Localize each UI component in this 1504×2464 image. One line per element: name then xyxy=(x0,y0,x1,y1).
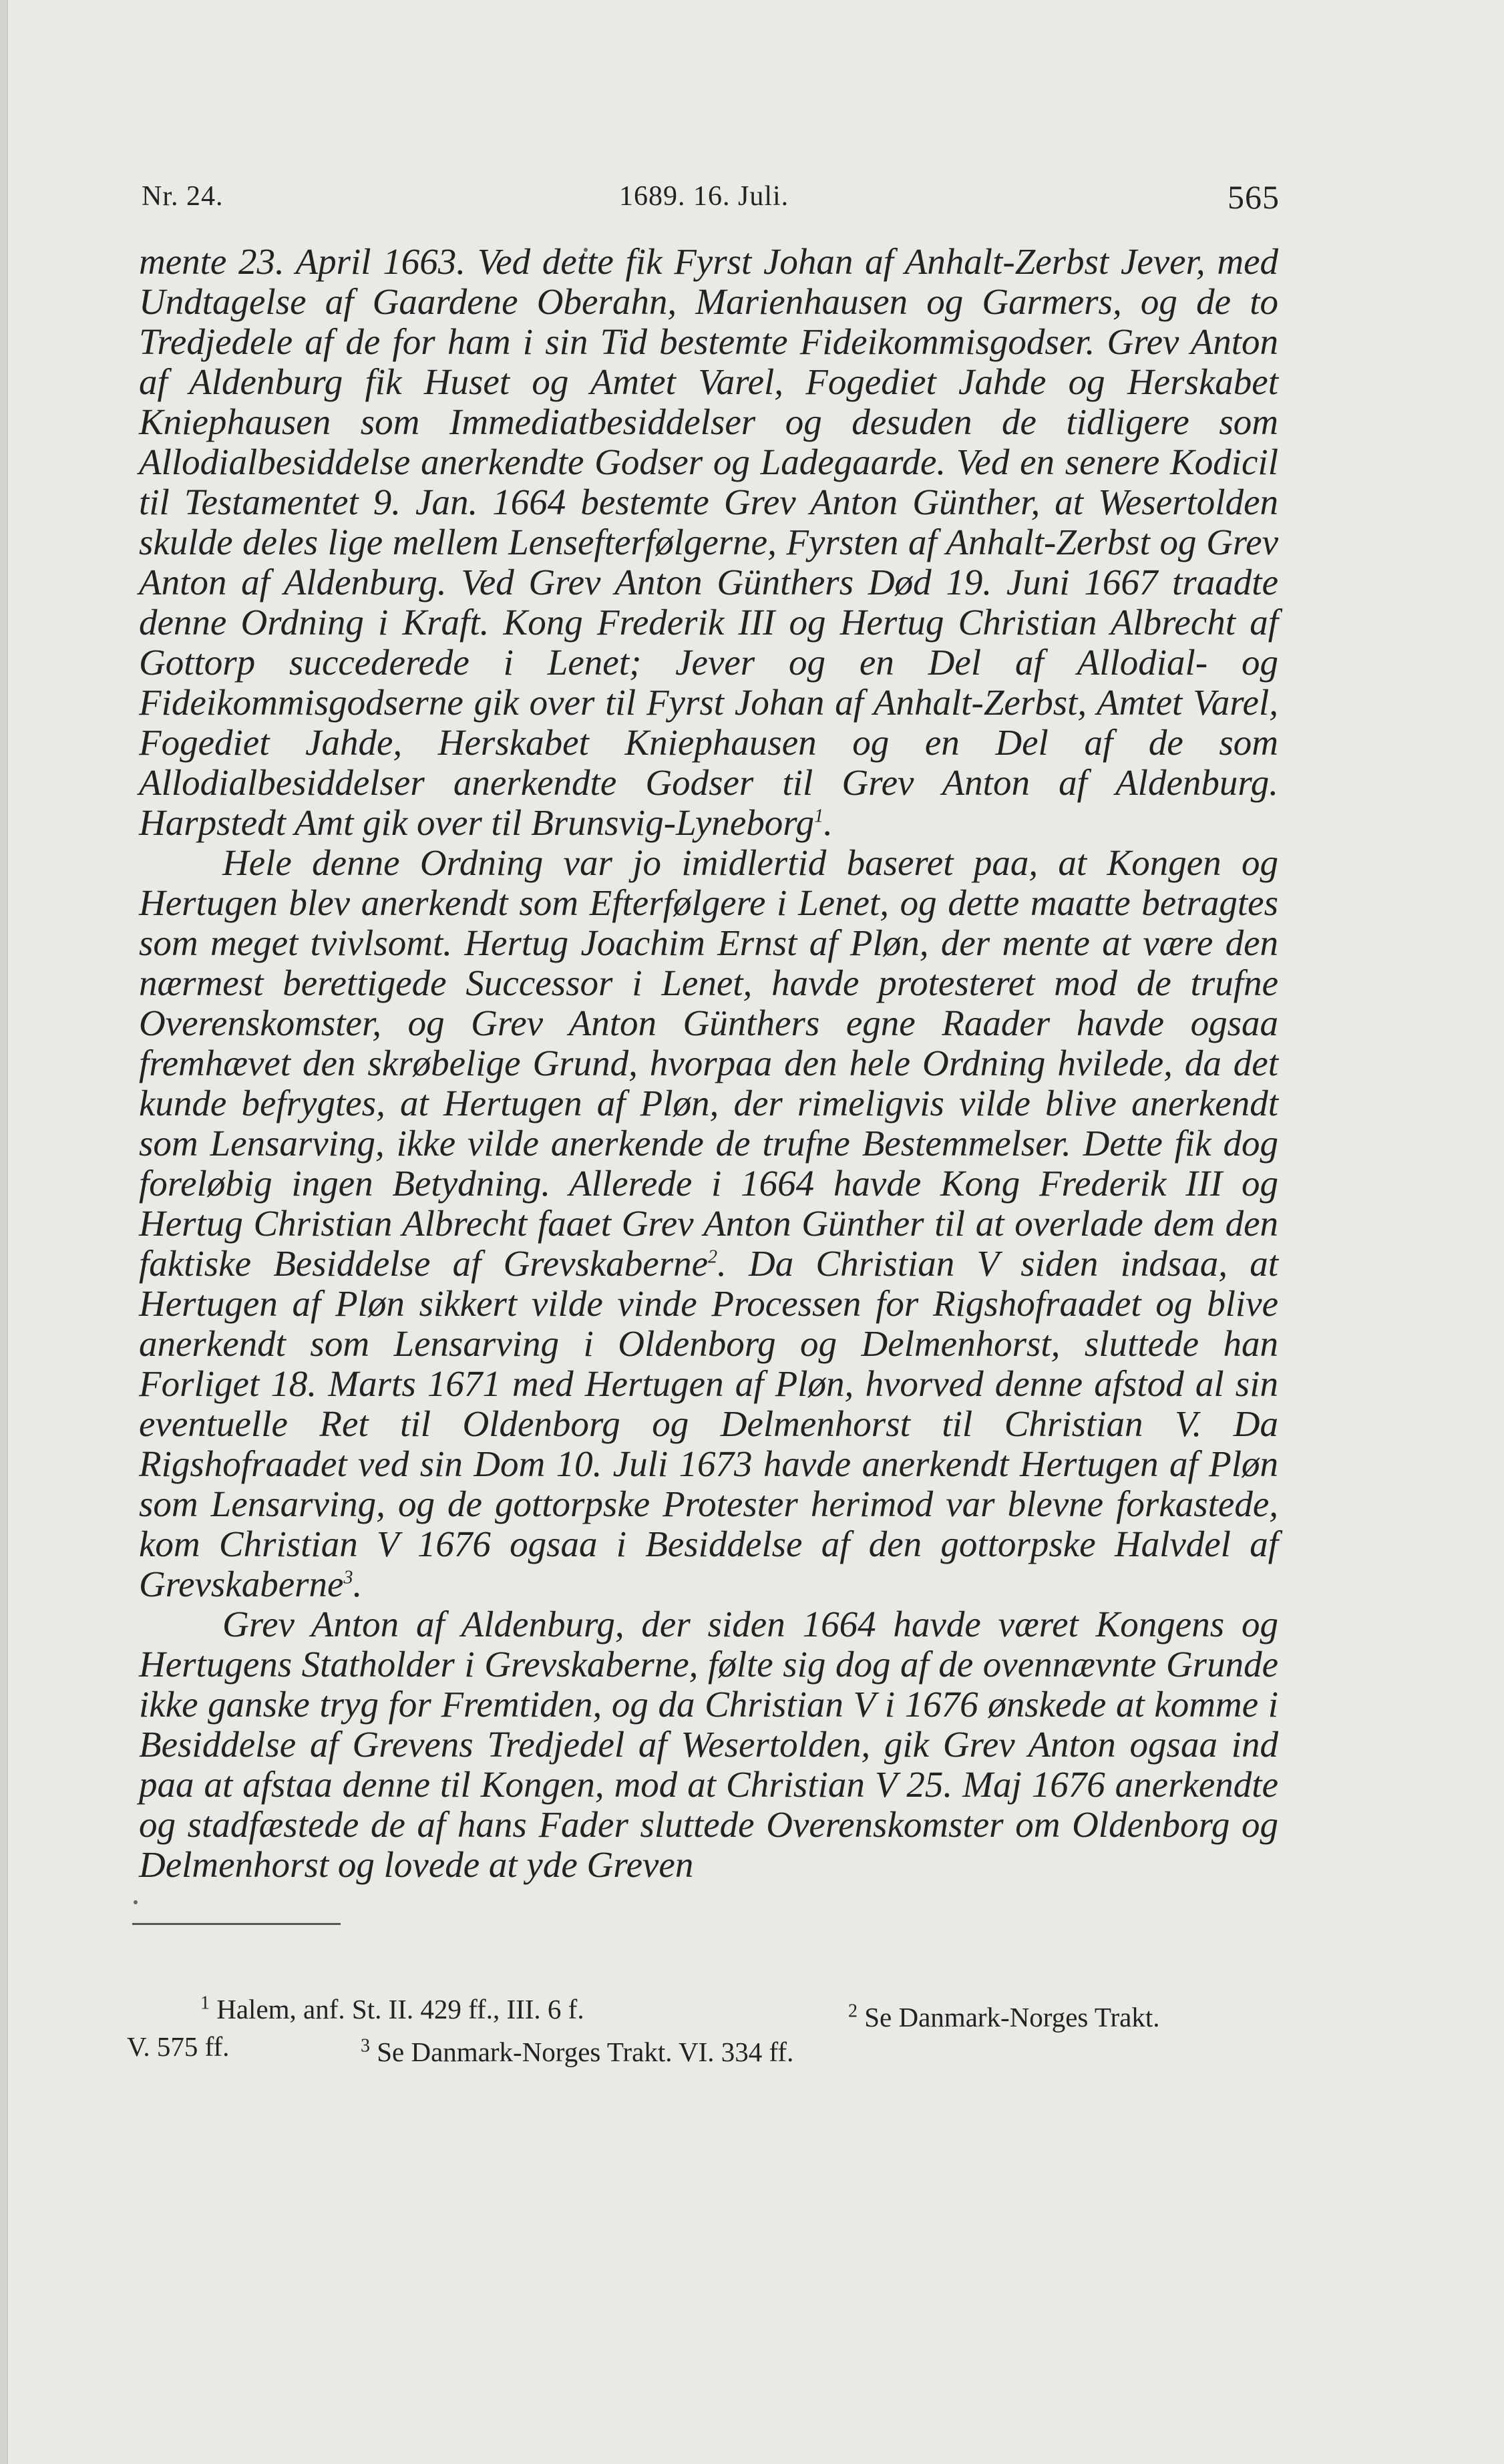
footnote-ref[interactable]: 2 xyxy=(708,1246,718,1268)
paragraph: Hele denne Ordning var jo imidlertid baseret paa, at Kongen og Hertugen blev anerkendt som Efterfølgere i Lenet, og dette maatte betragtes som meget tvivlsomt. Hertug Joachim Ernst af Pløn, der mente at være den nærmest berettigede Successor i Lenet, havde protesteret mod de trufne Overenskomster, og Grev Anton Günthers egne Raader havde ogsaa fremhævet den skrøbelige Grund, hvorpaa den hele Ordning hvilede, da det kunde befrygtes, at Hertugen af Pløn, der rimeligvis vilde blive anerkendt som Lensarving, ikke vilde anerkende de trufne Bestemmelser. Dette fik dog foreløbig ingen Betydning. Allerede i 1664 havde Kong Frederik III og Hertug Christian Albrecht faaet Grev Anton Günther til at overlade dem den faktiske Besiddelse af Grevskaberne$^2$. Da Christian V siden indsaa, at Hertugen af Pløn sikkert vilde vinde Processen for Rigshofraadet og blive anerkendt som Lensarving i Oldenborg og Delmenhorst, sluttede han Forliget 18. Marts 1671 med Hertugen af Pløn, hvorved denne afstod al sin eventuelle Ret til Oldenborg og Delmenhorst til Christian V. Da Rigshofraadet ved sin Dom 10. Juli 1673 havde anerkendt Hertugen af Pløn som Lensarving, og de gottorpske Protester herimod var blevne forkastede, kom Christian V 1676 ogsaa i Besiddelse af den gottorpske Halvdel af Grevskaberne$^3$. xyxy=(139,842,1279,1604)
running-header xyxy=(142,180,1280,227)
paragraph: mente 23. April 1663. Ved dette fik Fyrst Johan af Anhalt-Zerbst Jever, med Undtagelse af Gaardene Oberahn, Marienhausen og Garmers, og de to Tredjedele af de for ham i sin Tid bestemte Fideikommisgodser. Grev Anton af Aldenburg fik Huset og Amtet Varel, Fogediet Jahde og Herskabet Kniephausen som Immediatbesiddelser og desuden de tidligere som Allodialbesiddelse anerkendte Godser og Ladegaarde. Ved en senere Kodicil til Testamentet 9. Jan. 1664 bestemte Grev Anton Günther, at Wesertolden skulde deles lige mellem Lensefterfølgerne, Fyrsten af Anhalt-Zerbst og Grev Anton af Aldenburg. Ved Grev Anton Günthers Død 19. Juni 1667 traadte denne Ordning i Kraft. Kong Frederik III og Hertug Christian Albrecht af Gottorp succederede i Lenet; Jever og en Del af Allodial- og Fideikommisgodserne gik over til Fyrst Johan af Anhalt-Zerbst, Amtet Varel, Fogediet Jahde, Herskabet Kniephausen og en Del af de som Allodialbesiddelser anerkendte Godser til Grev Anton af Aldenburg. Harpstedt Amt gik over til Brunsvig-Lyneborg$^1$. xyxy=(139,241,1278,843)
footnotes xyxy=(127,1990,1276,2065)
footnote-1: $^1$ Halem, anf. St. II. 429 ff., III. 6 f. xyxy=(200,1992,584,2025)
document-date: 1689. 16. Juli. xyxy=(619,181,789,212)
footnote-2: $^2$ Se Danmark-Norges Trakt. xyxy=(848,2000,1160,2033)
page-number: 565 xyxy=(1228,178,1280,216)
document-number: Nr. 24. xyxy=(142,181,224,212)
paragraph: Grev Anton af Aldenburg, der siden 1664 havde været Kongens og Hertugens Statholder i Grevskaberne, følte sig dog af de ovennævnte Grunde ikke ganske tryg for Fremtiden, og da Christian V i 1676 ønskede at komme i Besiddelse af Grevens Tredjedel af Wesertolden, gik Grev Anton ogsaa ind paa at afstaa denne til Kongen, mod at Christian V 25. Maj 1676 anerkendte og stadfæstede de af hans Fader sluttede Overenskomster om Oldenborg og Delmenhorst og lovede at yde Greven xyxy=(139,1604,1278,1885)
page-edge xyxy=(0,0,8,2464)
ink-speck xyxy=(134,1900,138,1904)
footnote-ref[interactable]: 1 xyxy=(814,806,824,827)
footnote-row xyxy=(127,1990,1276,2033)
footnote-3: $^3$ Se Danmark-Norges Trakt. VI. 334 ff. xyxy=(361,2035,794,2067)
footnote-divider xyxy=(132,1923,341,1925)
footnote-2-continued: V. 575 ff. xyxy=(127,2031,230,2062)
body-text xyxy=(139,242,1278,1885)
footnote-ref[interactable]: 3 xyxy=(343,1567,353,1588)
footnote-row xyxy=(127,2028,1276,2065)
